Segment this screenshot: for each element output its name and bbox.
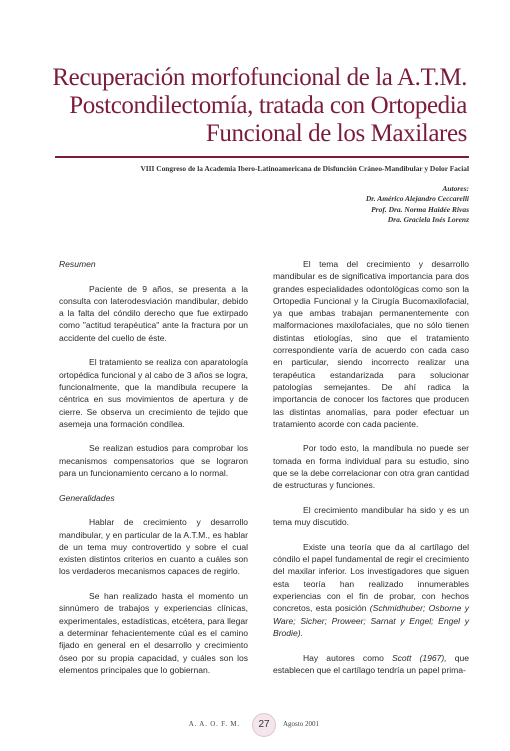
paragraph [273, 541, 469, 639]
authors-block [366, 184, 469, 226]
paragraph-text: El crecimiento mandibular ha sido y es un tema muy discutido. [273, 504, 469, 528]
citation: (Schmidhuber; Osborne y Ware; Sicher; Proweer; Sarnat y Engel; Engel y Brodie). [273, 603, 469, 638]
title-divider [55, 156, 469, 158]
title-line: Recuperación morfofuncional de la A.T.M. [52, 64, 467, 91]
article-title [37, 64, 467, 148]
paragraph [273, 652, 469, 677]
title-line: Funcional de los Maxilares [205, 120, 467, 147]
right-column [273, 258, 469, 688]
paragraph-text: Por todo esto, la mandíbula no puede ser tomada en forma individual para su estudio, sino que se la debe correlacionar con otra gran cantidad de estructuras y funciones. [273, 443, 469, 491]
citation: Scott (1967), [391, 652, 447, 663]
section-heading-resumen: Resumen [59, 259, 96, 269]
paragraph [59, 356, 248, 430]
paragraph [273, 442, 469, 491]
congress-subtitle: VIII Congreso de la Academia Ibero-Latinoamericana de Disfunción Cráneo-Mandibular y Dolor Facial [140, 164, 469, 173]
paragraph-text: Se han realizado hasta el momento un sinnúmero de trabajos y experiencias clínicas, experimentales, estadísticas, etcétera, para llegar a determinar fehacientemente cúal es el camino fijado en general en el desarrollo y crecimiento óseo por su propia capacidad, y cuáles son los elementos principales que lo gobiernan. [59, 591, 248, 675]
author-name: Dra. Graciela Inés Lorenz [387, 215, 469, 225]
paragraph [273, 504, 469, 529]
author-name: Prof. Dra. Norma Haidée Rivas [371, 204, 469, 214]
paragraph [59, 442, 248, 479]
paragraph-text: El tema del crecimiento y desarrollo mandibular es de significativa importancia para dos grandes especialidades odontológicas como son la Ortopedia Funcional y la Cirugía Bucomaxilofacial, ya que ambas trabajan permanentemente con malformaciones maxilofaciales, que no sólo tienen distintas etiologías, sino que el tratamiento correspondiente varía de acuerdo con cada caso en particular, siendo incorrecto realizar una terapéutica estandarizada para solucionar patologías semejantes. De ahí radica la importancia de conocer los factores que producen las distintas anomalías, para poder efectuar un tratamiento acorde con cada paciente. [273, 259, 469, 429]
paragraph-text: El tratamiento se realiza con aparatología ortopédica funcional y al cabo de 3 años se logra, funcionalmente, que la mandíbula recupere la céntrica en sus movimientos de apertura y de cierre. Se observa un crecimiento de tejido que asemeja una formación condílea. [59, 357, 248, 429]
paragraph-text: Existe una teoría que da al cartílago del cóndilo el papel fundamental de regir el crecimiento del maxilar inferior. Los investigadores que siguen esta teoría han realizado innumerables experiencias con el fin de probar, con hechos concretos, esta posición [273, 541, 469, 614]
title-line: Postcondilectomía, tratada con Ortopedia [69, 92, 467, 119]
paragraph-text: Se realizan estudios para comprobar los mecanismos compensatorios que se lograron para un funcionamiento cercano a lo normal. [59, 443, 248, 479]
paragraph-text: Paciente de 9 años, se presenta a la consulta con laterodesviación mandibular, debido a la falta del cóndilo derecho que fue extirpado como "actitud terapéutica" ante la fractura por un accidente del cuello de éste. [59, 283, 248, 343]
paragraph-text: Hay autores como [303, 652, 392, 663]
paragraph [273, 258, 469, 430]
section-heading-generalidades: Generalidades [59, 492, 115, 503]
paragraph [59, 283, 248, 344]
left-column [59, 258, 248, 688]
page-number: 27 [252, 713, 276, 737]
page-footer [0, 713, 510, 737]
paragraph [59, 516, 248, 577]
paragraph [59, 590, 248, 676]
author-name: Dr. Américo Alejandro Ceccarelli [365, 194, 469, 204]
paragraph-text: que establecen que el cartílago tendría un papel prima- [273, 652, 469, 675]
authors-label: Autores: [442, 184, 469, 193]
journal-name: A. A. O. F. M. [188, 720, 240, 728]
paragraph-text: Hablar de crecimiento y desarrollo mandibular, y en particular de la A.T.M., es hablar de un tema muy controvertido y sobre el cual existen distintos criterios en cuanto a cuáles son los verdaderos mecanismos capaces de regirlo. [59, 517, 248, 577]
issue-date: Agosto 2001 [283, 720, 319, 728]
